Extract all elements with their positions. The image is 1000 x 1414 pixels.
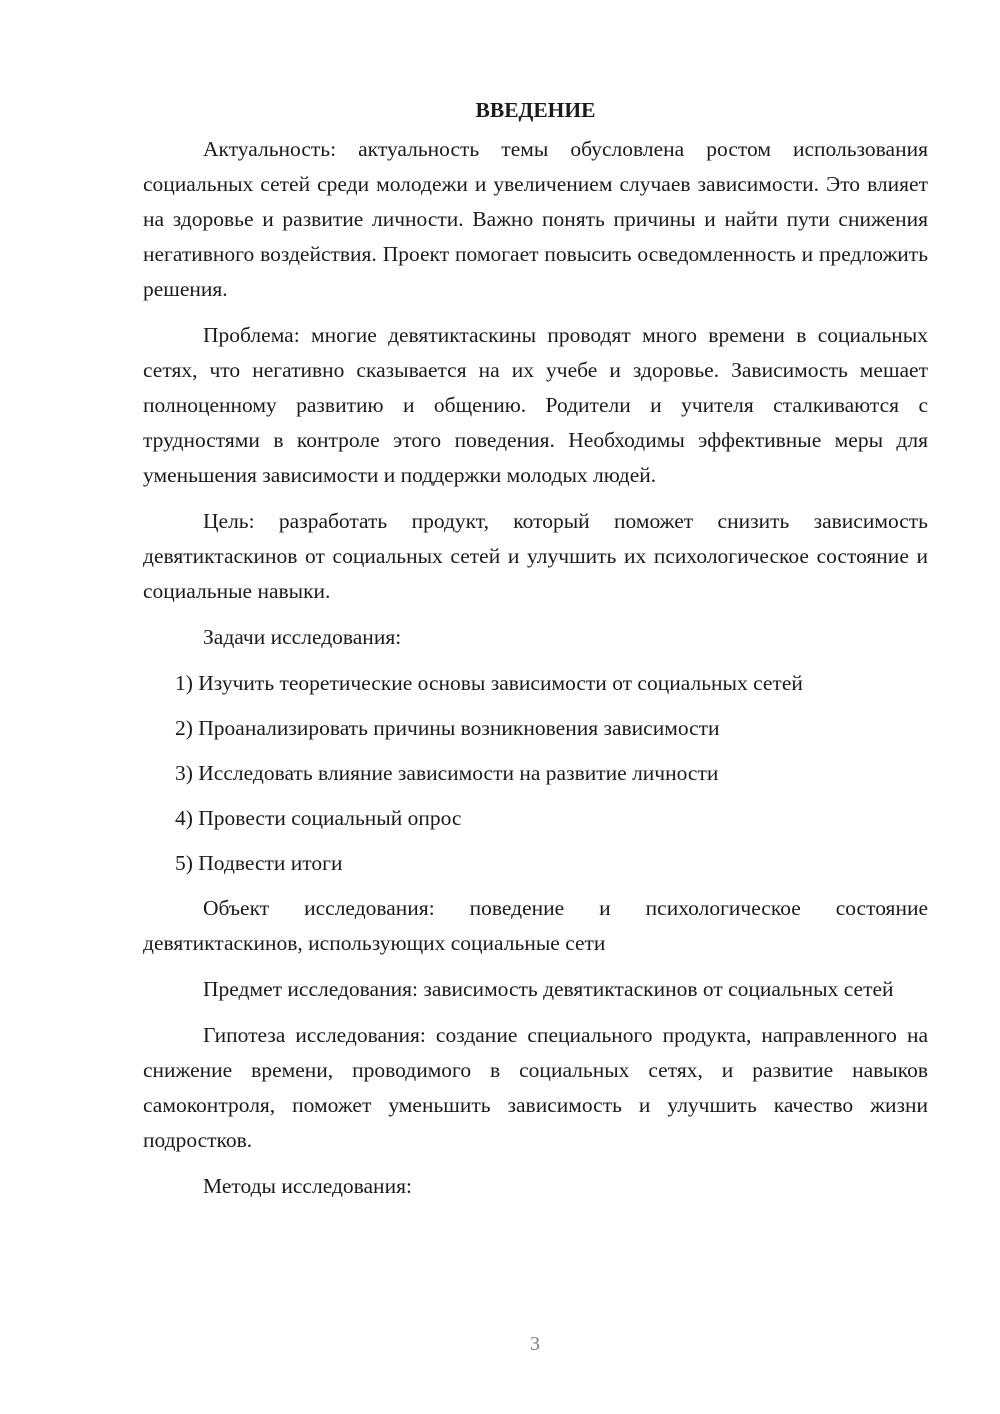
methods-heading: Методы исследования: <box>203 1174 412 1198</box>
paragraph-subject: Предмет исследования: зависимость девятиктаскинов от социальных сетей <box>203 977 894 1001</box>
paragraph-relevance: Актуальность: актуальность темы обусловлена ростом использования социальных сетей среди молодежи и увеличением случаев зависимости. Это влияет на здоровье и развитие личности. Важно понять причины и найти пути снижения негативного воздействия. Проект помогает повысить осведомленность и предложить решения. <box>143 137 928 301</box>
page-number: 3 <box>530 1333 540 1355</box>
list-item: 2) Проанализировать причины возникновения зависимости <box>175 716 720 740</box>
paragraph-problem: Проблема: многие девятиктаскины проводят много времени в социальных сетях, что негативно сказывается на их учебе и здоровье. Зависимость мешает полноценному развитию и общению. Родители и учителя сталкиваются с трудностями в контроле этого поведения. Необходимы эффективные меры для уменьшения зависимости и поддержки молодых людей. <box>143 323 928 487</box>
tasks-list <box>143 666 928 881</box>
section-title: ВВЕДЕНИЕ <box>475 98 596 122</box>
list-item: 4) Провести социальный опрос <box>175 806 462 830</box>
list-item: 1) Изучить теоретические основы зависимости от социальных сетей <box>175 671 803 695</box>
tasks-heading: Задачи исследования: <box>203 625 402 649</box>
list-item: 3) Исследовать влияние зависимости на развитие личности <box>175 761 719 785</box>
paragraph-object: Объект исследования: поведение и психологическое состояние девятиктаскинов, использующих социальные сети <box>143 896 928 955</box>
document-page <box>143 92 928 1215</box>
paragraph-hypothesis: Гипотеза исследования: создание специального продукта, направленного на снижение времени, проводимого в социальных сетях, и развитие навыков самоконтроля, поможет уменьшить зависимость и улучшить качество жизни подростков. <box>143 1023 928 1152</box>
list-item: 5) Подвести итоги <box>175 851 343 875</box>
paragraph-goal: Цель: разработать продукт, который поможет снизить зависимость девятиктаскинов от социальных сетей и улучшить их психологическое состояние и социальные навыки. <box>143 509 928 603</box>
